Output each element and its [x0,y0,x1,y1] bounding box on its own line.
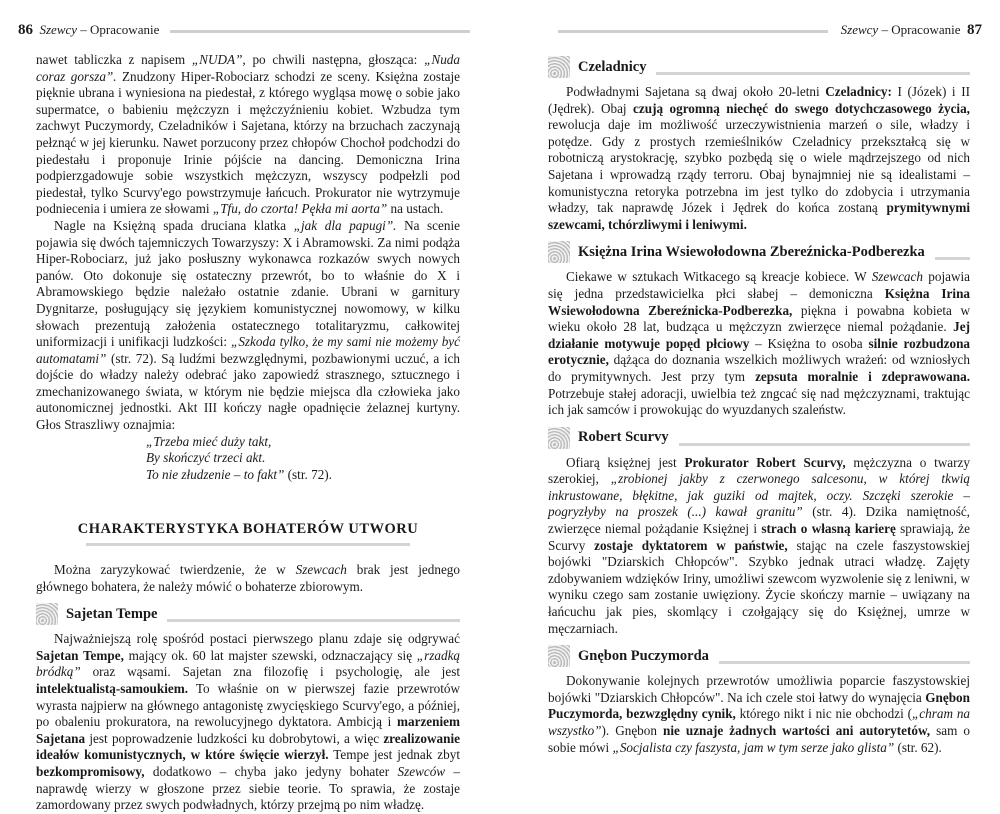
text-run: silnie rozbudzona erotycznie, [548,335,970,368]
text-run: którego nikt i nic nie obchodzi ( [735,706,912,722]
text-run: „Tfu, do czorta! Pękła mi aorta” [212,201,388,217]
section-paragraph [548,84,970,233]
text-run: Jej działanie motywuje popęd płciowy [548,319,970,351]
text-run: Można zaryzykować twierdzenie, że w [54,562,296,578]
text-run: sprawiają, że Scurvy [548,521,970,553]
text-run: Na scenie pojawia się dwóch tajemniczych Towarzyszy: X i Abramowski. Za nimi podąża Hiper-Robociarz, już jako posłuszny wykonawca rozkazów swych nowych panów. Oto dokonuje się ostateczny przewrót, bo to właśnie do X i Abramowskiego będzie należało ostatnie zdanie. Ubrani w garnitury Dygnitarze, posługujący się językiem komunistycznej nowomowy, w kilku słowach prezentują założenia ostatecznego totalitaryzmu, całkowitej uniformizacji i unifikacji ludzkości: [36,217,461,350]
right-head-sub: Opracowanie [891,22,961,37]
verse-block [36,434,460,484]
text-run: Ofiarą księżnej jest [566,454,685,470]
text-run: Księżna Irina Wsiewołodowna Zbereźnicka-Podberezka, [548,285,970,318]
right-head-rule [558,30,828,33]
text-run: „chram na wszystko” [548,706,971,738]
section-title: Księżna Irina Wsiewołodowna Zbereźnicka-Podberezka [578,244,925,261]
section-sajetan: Sajetan Tempe [36,603,460,625]
section-header [548,241,970,263]
fingerprint-icon [548,241,570,263]
text-run: (str. 72). Są ludźmi bezwzględnymi, pozbawionymi uczuć, a ich dojście do władzy należy odebrać jako zapowiedź strasznego, sztucznego i zmechanizowanego świata, w którym nie będzie miejsca dla człowieka jako autonomicznej jednostki. Akt III kończy nagłe opadnięcie żelaznej kurtyny. Głos Straszliwy oznajmia: [36,350,460,433]
text-run: stając na czele faszystowskiej bojówki "Dziarskich Chłopców". Szybko jednak utraci władzę. Zajęty zdobywaniem wdzięków Iriny, umożliwi szewcom wyzwolenie się z leniwni, w wyniku czego sam zostanie uwięziony. Życie skończy marnie – uwiązany na łańcuchu jak pies, skomlący i czołgający się do Księżnej, umrze w męczarniach. [548,537,970,636]
text-run: Tempe jest jednak zbyt [328,747,460,763]
text-run: „NUDA”, [191,52,246,67]
section-paragraph [548,455,970,638]
text-run: sam o sobie mówi [548,723,970,755]
chapter-underline [86,543,410,546]
text-run: (str. 4). Dzika namiętność, zwierzęce niemal pożądanie Księżnej i [548,504,970,537]
section-header [548,645,970,667]
text-run: na ustach. [387,201,444,217]
text-run: I (Józek) i II (Jędrek). Obaj [548,84,970,116]
text-run: Ciekawe w sztukach Witkacego są kreacje kobiece. W [566,269,872,285]
right-body [548,52,970,756]
right-page [518,0,982,755]
text-run: To właśnie on w pierwszej fazie przewrotów wyrasta najpierw na głównego antagonistę zwycięskiego Scurvy'ego, a później, po obaleniu prokuratora, na rewolucyjnego dyktatora. Ambicją i [36,681,460,730]
text-run: Potrzebuje stałej adoracji, uwielbia też zngcać się nad mężczyznami, traktując ich jak samców i prowokując do wyuzdanych szaleństw. [548,385,970,418]
right-head-title: Szewcy [840,22,879,37]
text-run: czują ogromną niechęć do swego dotychczasowego życia, [633,100,970,116]
text-run: Czeladnicy: [825,84,892,99]
fingerprint-icon [36,603,58,625]
fingerprint-icon [548,427,570,449]
text-run: Znudzony Hiper-Robociarz schodzi ze sceny. Księżna zostaje pięknie ubrana i wyniesiona na piedestał, z którego wygląsa mowę o sobie jako supermatce, o babieniu mężczyzn i mężczyźnieniu kobiet. Wzbudza tym zachwyt Puczymordy, Czeladników i Sajetana, którzy na brzuchach zaczynają pełznąć w jej kierunku. Nawet porzucony przez chłopów Chochoł podchodzi do piedestału i proponuje Irinie pójście na dancing. Demoniczna Irina podpierzgadowuje sobie wszystkich mężczyzn, wszyscy podpełzli pod piedestał, tylko Scurvy'ego powstrzymuje łańcuch. Prokurator nie wytrzymuje podniecenia i umiera ze słowami [36,68,460,217]
left-page [18,0,488,813]
text-run: intelektualistą-samoukiem. [36,681,189,696]
text-run: dążąca do doznania wszelkich możliwych wrażeń: od wzniosłych do prymitywnych. Jest przy tym [548,352,970,384]
left-head-rule [170,30,470,33]
left-running-head: 86 Szewcy – Opracowanie [18,22,160,38]
intro-paragraph [36,562,460,595]
text-run: – Księżna to osoba [749,335,869,351]
text-run: nie uznaje żadnych wartości ani autorytetów, [663,723,931,738]
text-run: Sajetan Tempe, [36,647,124,663]
text-run: mający ok. 60 lat majster szewski, odznaczający się [123,647,417,663]
text-run: jest poprowadzenie ludzkości ku dobrobytowi, a więc [85,730,384,746]
verse-line: By skończyć trzeci akt. [146,450,266,466]
verse-line: „Trzeba mieć duży takt, [146,433,272,449]
body-paragraph [36,218,460,434]
section-rule [935,257,970,260]
left-page-number: 86 [18,22,33,38]
text-run: „rzadką bródką” [36,647,461,680]
text-run: zostaje dyktatorem w państwie, [594,537,788,553]
text-run: „jak dla papugi”. [293,217,397,233]
text-run: piękna i powabna kobieta w wieku około 28 lat, budząca u mężczyzn zwierzęce niemal pożądanie. [548,302,970,335]
section-rule [167,619,460,622]
text-run: – naprawdę wierzy w głoszone przez siebie teorie. To sprawia, że zostaje zamordowany przez swych podwładnych, którzy przejmą po nim władzę. [36,763,461,813]
text-run: „zrobionej jakby z czerwonego salcesonu, w której tkwią inkrustowane, błękitne, jak guziki od majtek, oczy. Szczęki szerokie – pogryzłyby na proszek (...) kawał granitu” [548,471,970,520]
section-paragraph [548,269,970,418]
chapter-title: CHARAKTERYSTYKA BOHATERÓW UTWORU [36,521,460,544]
text-run: mężczyzna o twarzy szerokiej, [548,454,970,487]
right-page-number: 87 [967,22,982,38]
text-run: oraz wąsami. Sajetan zna filozofię i psychologię, ale jest [80,664,460,680]
section-title: Gnębon Puczymorda [578,647,709,664]
text-run: Nagle na Księżną spada druciana klatka [54,217,294,233]
text-run: „Szkoda tylko, że my sami nie możemy być automatami” [36,334,460,366]
fingerprint-icon [548,645,570,667]
body-paragraph [36,52,460,218]
text-run: Podwładnymi Sajetana są dwaj około 20-letni [566,84,826,99]
right-running-head: Szewcy – Opracowanie 87 [840,22,982,38]
text-run: ). Gnębon [601,723,663,738]
verse-line: To nie złudzenie – to fakt” (str. 72). [146,466,332,482]
text-run: bezkompromisowy, [36,763,145,779]
text-run: Najważniejszą rolę spośród postaci pierwszego planu zdaje się odgrywać [54,631,460,647]
fingerprint-icon [548,56,570,78]
text-run: marzeniem Sajetana [36,714,460,746]
text-run: Gnębon Puczymorda, bezwzględny cynik, [548,689,970,722]
text-run: Szewców [397,763,446,779]
text-run: Prokurator Robert Scurvy, [684,454,846,470]
section-paragraph [548,673,970,756]
text-run: zrealizowanie ideałów komunistycznych, w które święcie wierzył. [36,730,460,763]
text-run: (str. 62). [894,739,942,755]
section-title: Czeladnicy [578,58,647,75]
text-run: rewolucja daje im możliwość urzeczywistnienia marzeń o sile, władzy i potędze. Gdy z prostych rzemieślników Czeladnicy przekształcą się w robotniczą arystokrację, szybko pozbędą się o wiele mądrzejszego od nich Sajetana i wprowadzą rządy terroru. Obaj bynajmniej nie są idealistami – komunistyczna retoryka potrzebna im jest tylko do zdobycia i utrzymania władzy, tak naprawdę Józek i Jędrek do końca zostaną [548,117,970,216]
section-header [548,427,970,449]
left-head-title: Szewcy [39,22,78,37]
text-run: „Nuda coraz gorsza”. [36,52,460,84]
text-run: strach o własną karierę [761,521,896,537]
section-header [548,56,970,78]
text-run: Dokonywanie kolejnych przewrotów umożliwia poparcie faszystowskiej bojówki "Dziarskich Chłopców". Na ich czele stoi łatwy do wynajęcia [548,673,970,705]
text-run: prymitywnymi szewcami, tchórzliwymi i leniwymi. [548,200,970,232]
text-run: pojawia się jedna przedstawicielka płci słabej – demoniczna [548,269,971,301]
section-rule [656,72,970,75]
text-run: brak jest jednego głównego bohatera, że należy mówić o bohaterze zbiorowym. [36,562,460,594]
left-body [36,52,460,814]
section-title: Robert Scurvy [578,429,669,446]
text-run: Szewcach [295,562,347,578]
section-rule [679,443,970,446]
section-paragraph [36,631,460,814]
text-run: dodatkowo – chyba jako jedyny bohater [144,763,398,779]
left-head-sub: Opracowanie [90,22,160,37]
text-run: po chwili następna, głosząca: [245,52,425,67]
text-run: nawet tabliczka z napisem [36,52,192,67]
text-run: zepsuta moralnie i zdeprawowana. [755,368,970,384]
text-run: Szewcach [871,269,923,285]
text-run: „Socjalista czy faszysta, jam w tym serze jako glista” [612,739,895,755]
section-rule [719,661,970,664]
